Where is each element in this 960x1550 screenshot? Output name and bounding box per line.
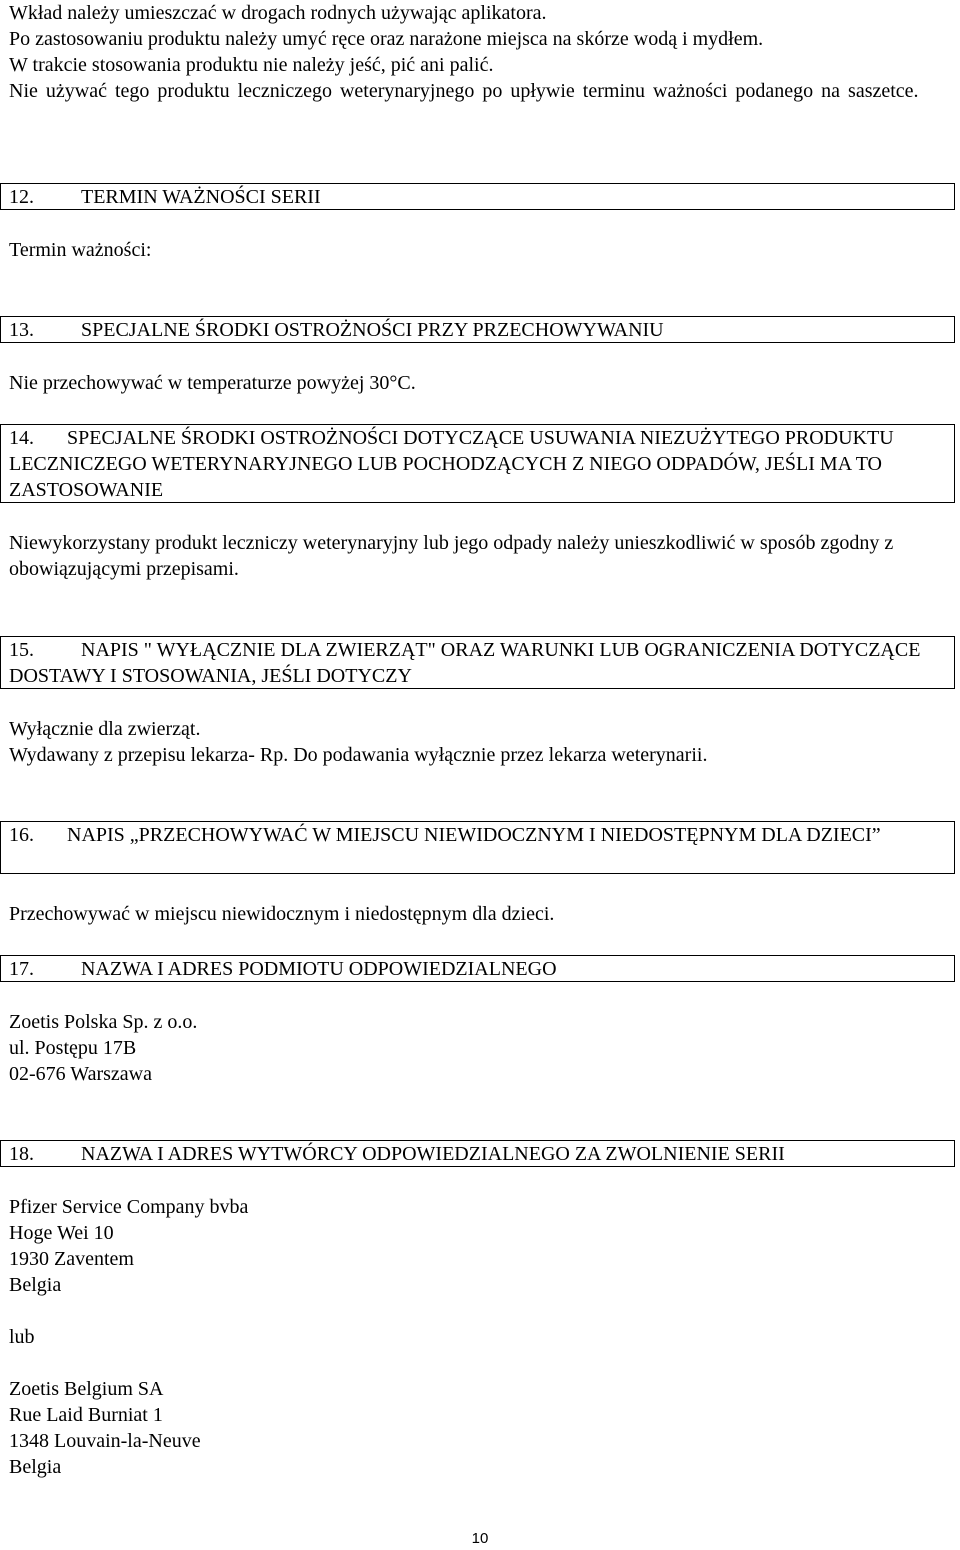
- section-title: TERMIN WAŻNOŚCI SERII: [81, 186, 321, 208]
- section-14-heading: [0, 424, 955, 503]
- body-line: Nie przechowywać w temperaturze powyżej 30°C.: [9, 372, 416, 394]
- section-title: NAPIS " WYŁĄCZNIE DLA ZWIERZĄT" ORAZ WARUNKI LUB OGRANICZENIA DOTYCZĄCE DOSTAWY I STOSOWANIA, JEŚLI DOTYCZY: [9, 639, 921, 687]
- section-number: 16.: [9, 824, 34, 846]
- section-number: 15.: [9, 639, 34, 661]
- intro-line: W trakcie stosowania produktu nie należy jeść, pić ani palić.: [9, 54, 494, 76]
- section-16-heading: [0, 821, 955, 874]
- body-line: 1930 Zaventem: [9, 1248, 134, 1270]
- body-line: lub: [9, 1326, 35, 1348]
- body-line: Zoetis Belgium SA: [9, 1378, 164, 1400]
- section-number: 13.: [9, 319, 34, 341]
- section-number: 12.: [9, 186, 34, 208]
- section-title: SPECJALNE ŚRODKI OSTROŻNOŚCI PRZY PRZECHOWYWANIU: [81, 319, 664, 341]
- section-18-body: [9, 1194, 954, 1480]
- body-line: Pfizer Service Company bvba: [9, 1196, 249, 1218]
- section-15-body: [9, 716, 954, 768]
- section-13-heading: [0, 316, 955, 343]
- section-number: 17.: [9, 958, 34, 980]
- body-line-blank: [9, 1350, 954, 1376]
- section-13-body: [9, 370, 954, 396]
- section-title: NAZWA I ADRES WYTWÓRCY ODPOWIEDZIALNEGO ZA ZWOLNIENIE SERII: [81, 1143, 785, 1165]
- section-18-heading: [0, 1140, 955, 1167]
- section-17-heading: [0, 955, 955, 982]
- body-line: Zoetis Polska Sp. z o.o.: [9, 1011, 198, 1033]
- intro-line: Wkład należy umieszczać w drogach rodnych używając aplikatora.: [9, 2, 547, 24]
- section-title: NAZWA I ADRES PODMIOTU ODPOWIEDZIALNEGO: [81, 958, 557, 980]
- body-line: 02-676 Warszawa: [9, 1063, 152, 1085]
- section-14-body: [9, 530, 954, 582]
- section-number: 18.: [9, 1143, 34, 1165]
- body-line: Przechowywać w miejscu niewidocznym i niedostępnym dla dzieci.: [9, 903, 555, 925]
- page-number: 10: [471, 1530, 489, 1547]
- body-line: Niewykorzystany produkt leczniczy weterynaryjny lub jego odpady należy unieszkodliwić w sposób zgodny z obowiązującymi przepisami.: [9, 532, 894, 580]
- section-title: NAPIS „PRZECHOWYWAĆ W MIEJSCU NIEWIDOCZNYM I NIEDOSTĘPNYM DLA DZIECI”: [67, 824, 881, 846]
- body-line: Belgia: [9, 1274, 62, 1296]
- section-12-body: [9, 237, 954, 263]
- section-15-heading: [0, 636, 955, 689]
- intro-line: Po zastosowaniu produktu należy umyć ręce oraz narażone miejsca na skórze wodą i mydłem.: [9, 28, 764, 50]
- intro-paragraph: [9, 0, 954, 104]
- section-16-body: [9, 901, 954, 927]
- body-line: 1348 Louvain-la-Neuve: [9, 1430, 201, 1452]
- intro-line: Nie używać tego produktu leczniczego weterynaryjnego po upływie terminu ważności podanego na saszetce.: [9, 80, 919, 102]
- body-line: Termin ważności:: [9, 239, 152, 261]
- section-12-heading: [0, 183, 955, 210]
- body-line-blank: [9, 1298, 954, 1324]
- body-line: ul. Postępu 17B: [9, 1037, 137, 1059]
- body-line: Hoge Wei 10: [9, 1222, 114, 1244]
- section-17-body: [9, 1009, 954, 1087]
- body-line: Wydawany z przepisu lekarza- Rp. Do podawania wyłącznie przez lekarza weterynarii.: [9, 744, 708, 766]
- section-title: SPECJALNE ŚRODKI OSTROŻNOŚCI DOTYCZĄCE USUWANIA NIEZUŻYTEGO PRODUKTU LECZNICZEGO WETERYNARYJNEGO LUB POCHODZĄCYCH Z NIEGO ODPADÓW, JEŚLI MA TO ZASTOSOWANIE: [9, 427, 894, 501]
- section-number: 14.: [9, 427, 34, 449]
- body-line: Belgia: [9, 1456, 62, 1478]
- body-line: Rue Laid Burniat 1: [9, 1404, 163, 1426]
- body-line: Wyłącznie dla zwierząt.: [9, 718, 201, 740]
